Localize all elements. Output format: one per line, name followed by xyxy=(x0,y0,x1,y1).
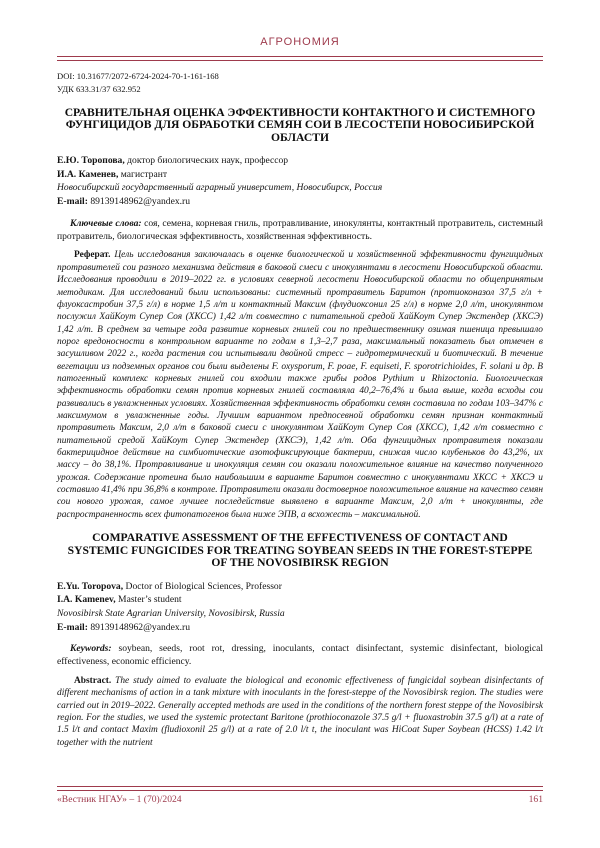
keywords-ru xyxy=(57,218,543,244)
abstract-text: Цель исследования заключалась в оценке биологической и хозяйственной эффективности фунгицидных протравителей сои разного механизма действия в баковой смеси с инокулянтами в лесостепи Новосибирской области. Исследования проводили в 2019–2022 гг. в условиях северной лесостепи Новосибирской области по общепринятым методикам. Для исследований были использованы: системный протравитель Баритон (протиоконазол 37,5 г/л + флуоксастробин 37,5 г/л) в норме 1,5 л/т и контактный Максим (флудиоксонил 25 г/л) в норме 2,0 л/т, инокулянтом послужил ХайКоут Супер Соя (ХКСС) 1,42 л/т совместно с питательной средой ХайКоут Супер Экстендер (ХКСЭ) 1,42 л/т. В среднем за четыре года развитие корневых гнилей сои по предшественнику озимая пшеница превышало порог вредоносности в контрольном варианте по годам в 1,3–2,7 раза, максимальный показатель был отмечен в засушливом 2022 г., когда растения сои испытывали двойной стресс – гидротермический и биотический. В течение вегетации из подземных органов сои были выделены F. oxysporum, F. poae, F. equiseti, F. sporotrichioides, F. solani и др. В патогенный комплекс корневых гнилей сои входили также грибы родов Pythium и Rhizoctonia. Биологическая эффективность обработки семян против корневых гнилей составляла 40,2–76,4% и была выше, когда всходы сои развивались в увлажненных условиях. Хозяйственная эффективность обработки семян составила по годам 103–347% с максимумом в увлажненные годы. Лучшим вариантом предпосевной обработки семян признан контактный протравитель Максим, 2,0 л/т в баковой смеси с инокулянтом ХайКоут Супер Соя (ХКСС), 1,42 л/т совместно с питательной средой ХайКоут Супер Экстендер (ХКСЭ), 1,42 л/т. Оба фунгицидных протравителя показали бактерицидное действие на симбиотические азотофиксирующие бактерии, снижая число клубеньков до 43,2%, их массу – до 38,1%. Протравливание и инокуляция семян сои оказали положительное влияние на качество полученного урожая. Содержание протеина было наибольшим в варианте Баритон совместно с инокулянтами ХКСС + ХКСЭ и составило 41,4% при 36,8% в контроле. Протравители оказали достоверное положительное влияние на качество семян сои нового урожая, самое лучшее последействие выявлено в варианте Максим, 2,0 л/т + инокулянты, где распространенность всех фитопатогенов была ниже ЭПВ, а всхожесть – максимальной. xyxy=(57,250,543,520)
email-label: E-mail: xyxy=(57,621,88,633)
keywords-en xyxy=(57,643,543,669)
journal-page xyxy=(57,36,543,749)
udc-line: УДК 633.31/37 632.952 xyxy=(57,83,141,94)
author-en-1 xyxy=(57,580,543,594)
affiliation-en: Novosibirsk State Agrarian University, Novosibirsk, Russia xyxy=(57,608,285,619)
header-rule xyxy=(57,56,543,61)
email-en xyxy=(57,621,543,635)
abstract-en xyxy=(57,675,543,749)
author-role: Doctor of Biological Sciences, Professor xyxy=(123,580,282,592)
abstract-label: Реферат. xyxy=(74,250,111,261)
article-title-ru: СРАВНИТЕЛЬНАЯ ОЦЕНКА ЭФФЕКТИВНОСТИ КОНТАКТНОГО И СИСТЕМНОГО ФУНГИЦИДОВ ДЛЯ ОБРАБОТКИ СЕМЯН СОИ В ЛЕСОСТЕПИ НОВОСИБИРСКОЙ ОБЛАСТИ xyxy=(64,105,536,144)
abstract-ru xyxy=(57,249,543,521)
email-value: 89139148962@yandex.ru xyxy=(87,196,191,208)
keywords-label: Ключевые слова: xyxy=(70,217,142,229)
keywords-text: соя, семена, корневая гниль, протравливание, инокулянты, контактный протравитель, системный протравитель, биологическая эффективность, хозяйственная эффективность. xyxy=(57,217,543,242)
page-footer xyxy=(57,786,543,805)
author-role: магистрант xyxy=(118,168,168,180)
author-role: доктор биологических наук, профессор xyxy=(124,155,289,167)
byline-en xyxy=(57,580,543,634)
byline-ru xyxy=(57,154,543,208)
section-header: АГРОНОМИЯ xyxy=(260,36,340,48)
email-label: E-mail: xyxy=(57,196,88,208)
author-en-2 xyxy=(57,593,543,607)
footer-row xyxy=(57,794,543,805)
author-name: Е.Ю. Торопова, xyxy=(57,155,125,167)
journal-issue: «Вестник НГАУ» – 1 (70)/2024 xyxy=(57,793,182,805)
author-ru-2 xyxy=(57,168,543,182)
author-ru-1 xyxy=(57,154,543,168)
author-name: I.A. Kamenev, xyxy=(57,594,116,606)
article-title-en: COMPARATIVE ASSESSMENT OF THE EFFECTIVENESS OF CONTACT AND SYSTEMIC FUNGICIDES FOR TREATING SOYBEAN SEEDS IN THE FOREST-STEPPE OF THE NOVOSIBIRSK REGION xyxy=(67,531,533,570)
author-role: Master’s student xyxy=(115,594,182,606)
keywords-text: soybean, seeds, root rot, dressing, inoculants, contact disinfectant, systemic disinfectant, biological effectiveness, economic efficiency. xyxy=(57,643,543,668)
author-name: E.Yu. Toropova, xyxy=(57,580,124,592)
footer-rule xyxy=(57,786,543,791)
email-value: 89139148962@yandex.ru xyxy=(87,621,191,633)
email-ru xyxy=(57,195,543,209)
article-meta xyxy=(57,70,543,96)
author-name: И.А. Каменев, xyxy=(57,168,119,180)
keywords-label: Keywords: xyxy=(70,643,112,655)
abstract-label: Abstract. xyxy=(74,676,112,686)
abstract-text: The study aimed to evaluate the biological and economic effectiveness of fungicidal soybean disinfectants of different mechanisms of action in a tank mixture with inoculants in the forest-steppe of the Novosibirsk region. The studies were carried out in 2019–2022. Generally accepted methods are used in the conditions of the northern forest steppe of the Novosibirsk region. For the studies, we used the systemic protectant Baritone (prothioconazole 37.5 g/l + fluoxastrobin 37.5 g/l) at a rate of 1.5 l/t and contact Maxim (fludioxonil 25 g/l) at a rate of 2.0 l/t t, the inoculant was HiCoat Super Soybean (HCSS) 1.42 l/t together with the nutrient xyxy=(57,676,543,748)
affiliation-ru: Новосибирский государственный аграрный университет, Новосибирск, Россия xyxy=(57,182,383,194)
page-number: 161 xyxy=(528,793,543,805)
doi-line: DOI: 10.31677/2072-6724-2024-70-1-161-168 xyxy=(57,70,219,81)
